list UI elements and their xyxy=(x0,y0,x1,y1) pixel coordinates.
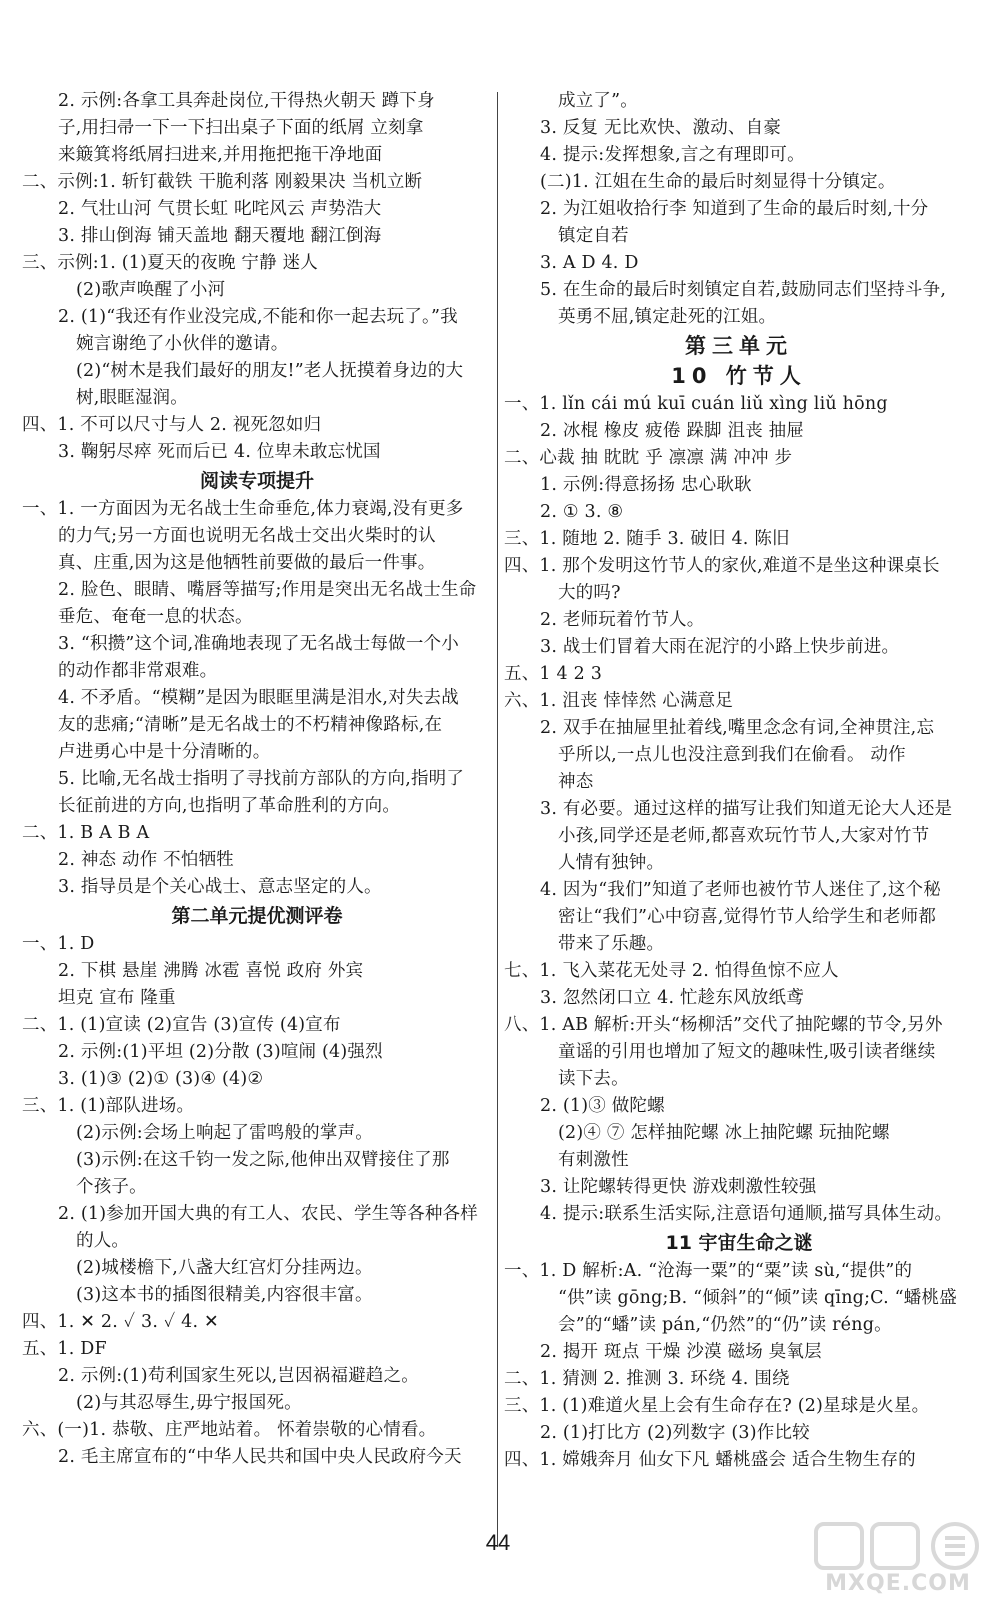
watermark-logo xyxy=(810,1518,986,1596)
answer-line: 2. 下棋 悬崖 沸腾 冰雹 喜悦 政府 外宾 xyxy=(58,961,364,981)
answer-line: 2. 神态 动作 不怕牺牲 xyxy=(58,850,234,870)
answer-line: 3. 鞠躬尽瘁 死而后已 4. 位卑未敢忘忧国 xyxy=(58,442,381,462)
answer-line: 2. 为江姐收拾行李 知道到了生命的最后时刻,十分 xyxy=(540,199,929,219)
answer-line: 2. 脸色、眼睛、嘴唇等描写;作用是突出无名战士生命 xyxy=(58,580,477,600)
answer-line: 3. 战士们冒着大雨在泥泞的小路上快步前进。 xyxy=(540,637,900,657)
answer-line: 一、1. 一方面因为无名战士生命垂危,体力衰竭,没有更多 xyxy=(22,499,464,519)
answer-line: 二、1. (1)宣读 (2)宣告 (3)宣传 (4)宣布 xyxy=(22,1015,341,1035)
answer-line: 2. ① 3. ⑧ xyxy=(540,502,624,522)
section-heading: 第二单元提优测评卷 xyxy=(171,905,343,927)
answer-line: 读下去。 xyxy=(558,1069,629,1089)
answer-line: 会”的“蟠”读 pán,“仍然”的“仍”读 réng。 xyxy=(558,1315,892,1335)
answer-line: 二、1. B A B A xyxy=(22,823,150,843)
answer-line: 4. 因为“我们”知道了老师也被竹节人迷住了,这个秘 xyxy=(540,880,941,900)
answer-line: 三、1. (1)部队进场。 xyxy=(22,1096,195,1116)
answer-line: 子,用扫帚一下一下扫出桌子下面的纸屑 立刻拿 xyxy=(58,118,424,138)
answer-line: 三、1. 随地 2. 随手 3. 破旧 4. 陈旧 xyxy=(504,529,790,549)
answer-line: 2. 示例:(1)苟利国家生死以,岂因祸福避趋之。 xyxy=(58,1366,420,1386)
section-heading: 10 竹节人 xyxy=(671,364,807,388)
answer-line: 5. 比喻,无名战士指明了寻找前方部队的方向,指明了 xyxy=(58,769,465,789)
answer-line: 1. 示例:得意扬扬 忠心耿耿 xyxy=(540,475,752,495)
answer-line: 六、(一)1. 恭敬、庄严地站着。 怀着崇敬的心情看。 xyxy=(22,1420,437,1440)
answer-line: 四、1. ✕ 2. ✓ 3. ✓ 4. ✕ xyxy=(22,1312,219,1332)
answer-line: 镇定自若 xyxy=(558,226,629,246)
column-divider xyxy=(497,92,498,1547)
answer-line: 3. 排山倒海 铺天盖地 翻天覆地 翻江倒海 xyxy=(58,226,382,246)
answer-line: 英勇不屈,镇定赴死的江姐。 xyxy=(558,307,777,327)
answer-line: 卢进勇心中是十分清晰的。 xyxy=(58,742,271,762)
answer-line: 密让“我们”心中窃喜,觉得竹节人给学生和老师都 xyxy=(558,907,937,927)
answer-line: 大的吗? xyxy=(558,583,621,603)
answer-line: (2)与其忍辱生,毋宁报国死。 xyxy=(76,1393,302,1413)
answer-line: 四、1. 不可以尺寸与人 2. 视死忽如归 xyxy=(22,415,322,435)
answer-line: 2. 气壮山河 气贯长虹 叱咤风云 声势浩大 xyxy=(58,199,382,219)
answer-line: 3. “积攒”这个词,准确地表现了无名战士每做一个小 xyxy=(58,634,459,654)
answer-line: 四、1. 嫦娥奔月 仙女下凡 蟠桃盛会 适合生物生存的 xyxy=(504,1450,916,1470)
answer-line: 带来了乐趣。 xyxy=(558,934,665,954)
answer-column-left xyxy=(22,88,492,1471)
answer-line: 3. A D 4. D xyxy=(540,253,639,273)
answer-line: 2. (1)③ 做陀螺 xyxy=(540,1096,665,1116)
answer-line: 八、1. AB 解析:开头“杨柳活”交代了抽陀螺的节令,另外 xyxy=(504,1015,943,1035)
answer-line: 2. (1)打比方 (2)列数字 (3)作比较 xyxy=(540,1423,810,1443)
answer-line: (2)“树木是我们最好的朋友!”老人抚摸着身边的大 xyxy=(76,361,464,381)
section-heading: 11 宇宙生命之谜 xyxy=(665,1232,813,1254)
answer-line: 3. (1)③ (2)① (3)④ (4)② xyxy=(58,1069,264,1089)
answer-line: “供”读 gōng;B. “倾斜”的“倾”读 qīng;C. “蟠桃盛 xyxy=(558,1288,957,1308)
answer-line: 婉言谢绝了小伙伴的邀请。 xyxy=(76,334,289,354)
answer-line: 4. 提示:联系生活实际,注意语句通顺,描写具体生动。 xyxy=(540,1204,953,1224)
answer-line: 成立了”。 xyxy=(558,91,638,111)
answer-line: 人情有独钟。 xyxy=(558,853,665,873)
answer-line: 有刺激性 xyxy=(558,1150,629,1170)
answer-line: 树,眼眶湿润。 xyxy=(76,388,188,408)
answer-line: 2. 老师玩着竹节人。 xyxy=(540,610,705,630)
answer-line: 六、1. 沮丧 悻悻然 心满意足 xyxy=(504,691,734,711)
answer-line: 真、庄重,因为这是他牺牲前要做的最后一件事。 xyxy=(58,553,436,573)
answer-line: 二、示例:1. 斩钉截铁 干脆利落 刚毅果决 当机立断 xyxy=(22,172,423,192)
answer-line: 二、1. 猜测 2. 推测 3. 环绕 4. 围绕 xyxy=(504,1369,790,1389)
answer-line: 2. 示例:各拿工具奔赴岗位,干得热火朝天 蹲下身 xyxy=(58,91,435,111)
answer-column-right xyxy=(504,88,974,1474)
answer-line: 2. 揭开 斑点 干燥 沙漠 磁场 臭氧层 xyxy=(540,1342,822,1362)
answer-line: (2)歌声唤醒了小河 xyxy=(76,280,226,300)
answer-line: 3. 忽然闭口立 4. 忙趁东风放纸鸢 xyxy=(540,988,804,1008)
answer-line: 2. (1)“我还有作业没完成,不能和你一起去玩了。”我 xyxy=(58,307,458,327)
answer-line: 一、1. D xyxy=(22,934,95,954)
answer-line: 小孩,同学还是老师,都喜欢玩竹节人,大家对竹节 xyxy=(558,826,930,846)
answer-line: 坦克 宣布 隆重 xyxy=(58,988,176,1008)
answer-line: 5. 在生命的最后时刻镇定自若,鼓励同志们坚持斗争, xyxy=(540,280,947,300)
section-heading: 第三单元 xyxy=(685,334,793,358)
answer-line: 的人。 xyxy=(76,1231,130,1251)
answer-line: 三、1. (1)难道火星上会有生命存在? (2)星球是火星。 xyxy=(504,1396,930,1416)
answer-line: (2)城楼檐下,八盏大红宫灯分挂两边。 xyxy=(76,1258,373,1278)
answer-line: 2. 冰棍 橡皮 疲倦 跺脚 沮丧 抽屉 xyxy=(540,421,805,441)
answer-line: (3)示例:在这千钧一发之际,他伸出双臂接住了那 xyxy=(76,1150,450,1170)
answer-line: 3. 反复 无比欢快、激动、自豪 xyxy=(540,118,782,138)
answer-line: 二、心裁 抽 眈眈 乎 凛凛 满 冲冲 步 xyxy=(504,448,793,468)
answer-line: 神态 xyxy=(558,772,594,792)
answer-line: 3. 让陀螺转得更快 游戏刺激性较强 xyxy=(540,1177,817,1197)
answer-line: 2. 双手在抽屉里扯着线,嘴里念念有词,全神贯注,忘 xyxy=(540,718,935,738)
answer-line: 友的悲痛;“清晰”是无名战士的不朽精神像路标,在 xyxy=(58,715,443,735)
answer-line: (3)这本书的插图很精美,内容很丰富。 xyxy=(76,1285,373,1305)
watermark-seal-icon xyxy=(810,1518,986,1574)
answer-line: 3. 指导员是个关心战士、意志坚定的人。 xyxy=(58,877,382,897)
watermark-text: MXQE.COM xyxy=(825,1571,971,1596)
section-heading: 阅读专项提升 xyxy=(199,470,314,492)
answer-line: 4. 提示:发挥想象,言之有理即可。 xyxy=(540,145,805,165)
answer-line: 2. (1)参加开国大典的有工人、农民、学生等各种各样 xyxy=(58,1204,478,1224)
page-number: 44 xyxy=(485,1530,511,1555)
answer-line: 四、1. 那个发明这竹节人的家伙,难道不是坐这种课桌长 xyxy=(504,556,940,576)
answer-line: 的力气;另一方面也说明无名战士交出火柴时的认 xyxy=(58,526,436,546)
answer-line: 长征前进的方向,也指明了革命胜利的方向。 xyxy=(58,796,401,816)
answer-line: 一、1. lǐn cái mú kuī cuán liǔ xìng liǔ hōng xyxy=(504,394,888,414)
answer-line: 五、1. DF xyxy=(22,1339,107,1359)
answer-line: 个孩子。 xyxy=(76,1177,147,1197)
answer-line: 4. 不矛盾。“模糊”是因为眼眶里满是泪水,对失去战 xyxy=(58,688,459,708)
answer-line: 2. 毛主席宣布的“中华人民共和国中央人民政府今天 xyxy=(58,1447,462,1467)
answer-line: 的动作都非常艰难。 xyxy=(58,661,218,681)
answer-line: 乎所以,一点儿也没注意到我们在偷看。 动作 xyxy=(558,745,906,765)
answer-line: 七、1. 飞入菜花无处寻 2. 怕得鱼惊不应人 xyxy=(504,961,839,981)
answer-line: 来簸箕将纸屑扫进来,并用拖把拖干净地面 xyxy=(58,145,383,165)
answer-line: 垂危、奄奄一息的状态。 xyxy=(58,607,253,627)
answer-line: 五、1 4 2 3 xyxy=(504,664,603,684)
answer-line: (二)1. 江姐在生命的最后时刻显得十分镇定。 xyxy=(540,172,896,192)
answer-line: 2. 示例:(1)平坦 (2)分散 (3)喧闹 (4)强烈 xyxy=(58,1042,383,1062)
answer-line: 3. 有必要。通过这样的描写让我们知道无论大人还是 xyxy=(540,799,953,819)
answer-line: (2)示例:会场上响起了雷鸣般的掌声。 xyxy=(76,1123,373,1143)
answer-line: 一、1. D 解析:A. “沧海一粟”的“粟”读 sù,“提供”的 xyxy=(504,1261,913,1281)
answer-line: 三、示例:1. (1)夏天的夜晚 宁静 迷人 xyxy=(22,253,318,273)
answer-line: (2)④ ⑦ 怎样抽陀螺 冰上抽陀螺 玩抽陀螺 xyxy=(558,1123,890,1143)
answer-line: 童谣的引用也增加了短文的趣味性,吸引读者继续 xyxy=(558,1042,936,1062)
